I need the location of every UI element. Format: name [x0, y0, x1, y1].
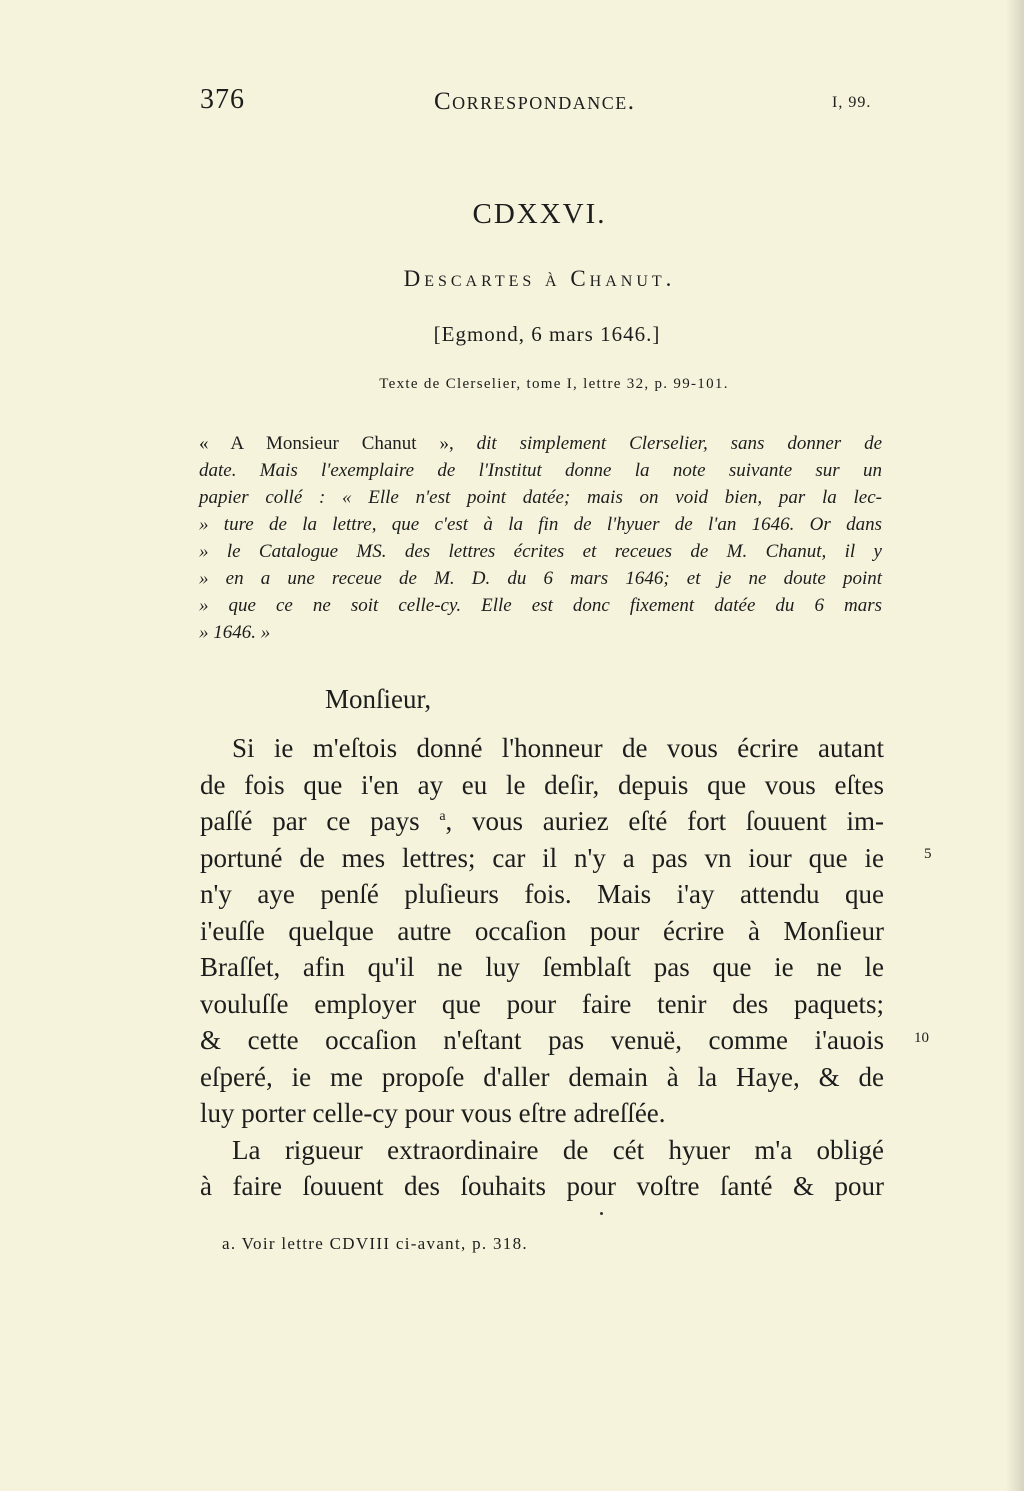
note-line: date. Mais l'exemplaire de l'Institut donne la note suivante sur un — [199, 460, 882, 481]
body-line: i'euſſe quelque autre occaſion pour écrire à Monſieur — [200, 915, 884, 946]
note-line: papier collé : « Elle n'est point datée; mais on void bien, par la lec- — [199, 487, 882, 508]
body-line: eſperé, ie me propoſe d'aller demain à la Haye, & de — [200, 1061, 884, 1092]
footnote: a. Voir lettre CDVIII ci-avant, p. 318. — [222, 1234, 528, 1253]
body-line: portuné de mes lettres; car il n'y a pas vn iour que ie — [200, 842, 884, 873]
note-line: » que ce ne soit celle-cy. Elle est donc fixement datée du 6 mars — [199, 595, 882, 616]
body-line: luy porter celle-cy pour vous eſtre adreſſée. — [200, 1098, 666, 1128]
note-line: » ture de la lettre, que c'est à la fin de l'hyuer de l'an 1646. Or dans — [199, 514, 882, 535]
body-line: n'y aye penſé pluſieurs fois. Mais i'ay attendu que — [200, 879, 884, 909]
line-number-10: 10 — [914, 1030, 929, 1046]
note-line: » 1646. » — [199, 622, 271, 643]
body-line: vouluſſe employer que pour faire tenir des paquets; — [200, 988, 884, 1019]
page-number: 376 — [200, 84, 245, 115]
letter-body — [200, 730, 884, 1205]
source-note: Texte de Clerselier, tome I, lettre 32, p. 99-101. — [379, 376, 729, 392]
note-line: » le Catalogue MS. des lettres écrites et receues de M. Chanut, il y — [199, 541, 882, 562]
footnote-marker: a — [439, 809, 446, 824]
body-line: paſſé par ce pays $^a$, vous auriez eſté fort ſouuent im- — [200, 806, 885, 836]
editorial-note — [199, 430, 882, 646]
body-line: La rigueur extraordinaire de cét hyuer m'a obligé — [232, 1134, 884, 1165]
body-line: & cette occaſion n'eſtant pas venuë, comme i'auois — [200, 1025, 884, 1055]
letter-heading: Descartes à Chanut. — [403, 266, 676, 291]
running-title: Correspondance. — [434, 88, 636, 115]
line-number-5: 5 — [924, 846, 932, 862]
salutation: Monſieur, — [325, 684, 432, 714]
letter-number: CDXXVI. — [472, 198, 607, 230]
folio-reference: I, 99. — [832, 94, 872, 111]
body-line: Si ie m'eſtois donné l'honneur de vous écrire autant — [232, 733, 884, 763]
body-line: à faire ſouuent des ſouhaits pour voſtre ſanté & pour — [200, 1171, 884, 1201]
body-line: Braſſet, afin qu'il ne luy ſemblaſt pas que ie ne le — [200, 952, 884, 982]
footnote-separator — [600, 1212, 603, 1215]
note-line: « A Monsieur Chanut », dit simplement Clerselier, sans donner de — [199, 433, 882, 454]
note-line: » en a une receue de M. D. du 6 mars 1646; et je ne doute point — [199, 568, 882, 589]
body-line: de fois que i'en ay eu le deſir, depuis que vous eſtes — [200, 769, 884, 800]
letter-date: [Egmond, 6 mars 1646.] — [433, 322, 661, 346]
